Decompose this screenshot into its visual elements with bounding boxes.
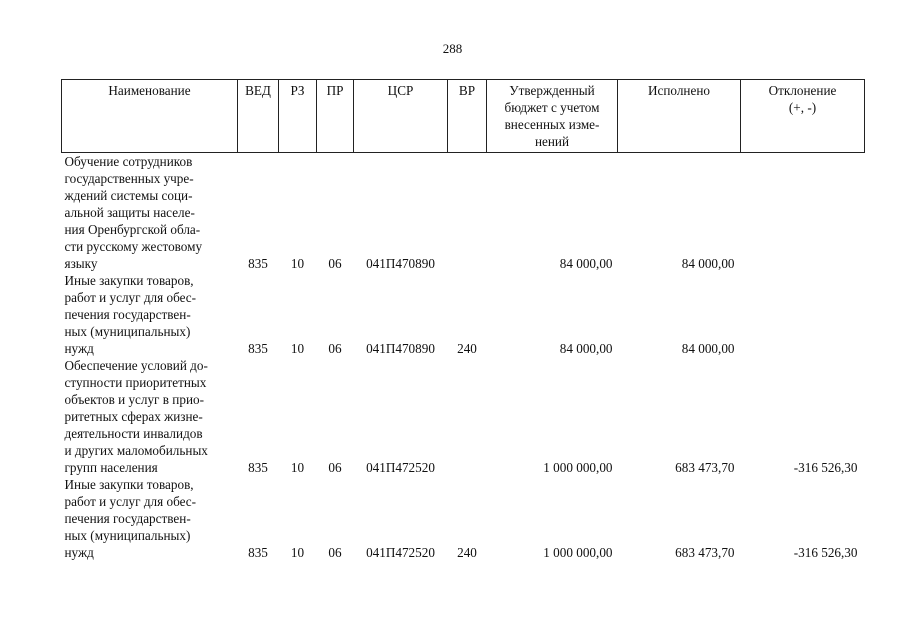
- cell-csr: 041П472520: [366, 545, 435, 560]
- table-row: [62, 357, 865, 476]
- cell-name-line: государственных учре-: [64, 171, 194, 186]
- cell-name: [62, 476, 238, 561]
- column-header-done: [618, 80, 741, 153]
- cell-name-line: ритетных сферах жизне-: [64, 409, 203, 424]
- column-header-line: Исполнено: [648, 83, 710, 98]
- cell-budget: 1 000 000,00: [543, 460, 613, 475]
- cell-pr: 06: [328, 460, 342, 475]
- column-header-ved: [238, 80, 279, 153]
- column-header-line: ВР: [458, 83, 476, 98]
- column-header-line: ЦСР: [387, 83, 414, 98]
- cell-pr: 06: [328, 256, 342, 271]
- table-header-row: [62, 80, 865, 153]
- cell-budget: 84 000,00: [559, 341, 613, 356]
- cell-dev: -316 526,30: [793, 460, 858, 475]
- cell-budget: 84 000,00: [559, 256, 613, 271]
- cell-rz: 10: [290, 545, 305, 560]
- cell-name-line: альной защиты населе-: [64, 205, 195, 220]
- column-header-budget: [487, 80, 618, 153]
- cell-ved: 835: [248, 341, 268, 356]
- column-header-line: Наименование: [108, 83, 191, 98]
- cell-name-line: печения государствен-: [64, 511, 191, 526]
- column-header-line: Утвержденный: [509, 83, 595, 98]
- cell-ved: 835: [248, 545, 268, 560]
- column-header-line: ПР: [326, 83, 344, 98]
- cell-name-line: ных (муниципальных): [64, 528, 191, 543]
- cell-name-line: групп населения: [64, 460, 158, 475]
- column-header-line: бюджет с учетом: [504, 100, 600, 115]
- table-row: [62, 272, 865, 357]
- cell-rz: 10: [290, 256, 305, 271]
- column-header-rz: [279, 80, 317, 153]
- cell-vr: 240: [457, 341, 477, 356]
- cell-name: [62, 357, 238, 476]
- column-header-line: внесенных изме-: [504, 117, 600, 132]
- column-header-line: Отклонение: [768, 83, 837, 98]
- cell-name-line: деятельности инвалидов: [64, 426, 203, 441]
- cell-name-line: ступности приоритетных: [64, 375, 207, 390]
- cell-csr: 041П472520: [366, 460, 435, 475]
- cell-csr: 041П470890: [366, 341, 435, 356]
- cell-vr: [448, 153, 487, 273]
- column-header-dev: [741, 80, 865, 153]
- column-header-csr: [354, 80, 448, 153]
- cell-done: 84 000,00: [681, 341, 735, 356]
- cell-name-line: сти русскому жестовому: [64, 239, 203, 254]
- cell-name-line: работ и услуг для обес-: [64, 494, 197, 509]
- cell-name-line: Иные закупки товаров,: [64, 273, 194, 288]
- column-header-pr: [317, 80, 354, 153]
- cell-ved: 835: [248, 460, 268, 475]
- cell-name-line: объектов и услуг в прио-: [64, 392, 204, 407]
- cell-name-line: печения государствен-: [64, 307, 191, 322]
- cell-name-line: ных (муниципальных): [64, 324, 191, 339]
- cell-ved: 835: [248, 256, 268, 271]
- cell-name-line: Иные закупки товаров,: [64, 477, 194, 492]
- page-number: 288: [442, 41, 463, 56]
- budget-execution-table: [61, 79, 865, 561]
- cell-done: 84 000,00: [681, 256, 735, 271]
- column-header-name: [62, 80, 238, 153]
- cell-rz: 10: [290, 460, 305, 475]
- cell-done: 683 473,70: [675, 460, 735, 475]
- cell-name-line: нужд: [64, 545, 94, 560]
- cell-name-line: и других маломобильных: [64, 443, 208, 458]
- cell-dev: [741, 272, 865, 357]
- cell-dev: -316 526,30: [793, 545, 858, 560]
- cell-dev: [741, 153, 865, 273]
- cell-vr: [448, 357, 487, 476]
- column-header-vr: [448, 80, 487, 153]
- column-header-line: (+, -): [788, 100, 817, 115]
- cell-vr: 240: [457, 545, 477, 560]
- table-row: [62, 153, 865, 273]
- column-header-line: ВЕД: [245, 83, 271, 98]
- cell-name: [62, 272, 238, 357]
- cell-name-line: ния Оренбургской обла-: [64, 222, 201, 237]
- cell-name-line: Обеспечение условий до-: [64, 358, 208, 373]
- cell-name-line: ждений системы соци-: [64, 188, 193, 203]
- column-header-line: РЗ: [290, 83, 305, 98]
- table-row: [62, 476, 865, 561]
- cell-pr: 06: [328, 545, 342, 560]
- cell-name-line: языку: [64, 256, 98, 271]
- cell-pr: 06: [328, 341, 342, 356]
- column-header-line: нений: [534, 134, 570, 149]
- cell-csr: 041П470890: [366, 256, 435, 271]
- cell-budget: 1 000 000,00: [543, 545, 613, 560]
- table-body: [62, 153, 865, 562]
- cell-done: 683 473,70: [675, 545, 735, 560]
- cell-name: [62, 153, 238, 273]
- cell-name-line: работ и услуг для обес-: [64, 290, 197, 305]
- cell-rz: 10: [290, 341, 305, 356]
- cell-name-line: Обучение сотрудников: [64, 154, 193, 169]
- cell-name-line: нужд: [64, 341, 94, 356]
